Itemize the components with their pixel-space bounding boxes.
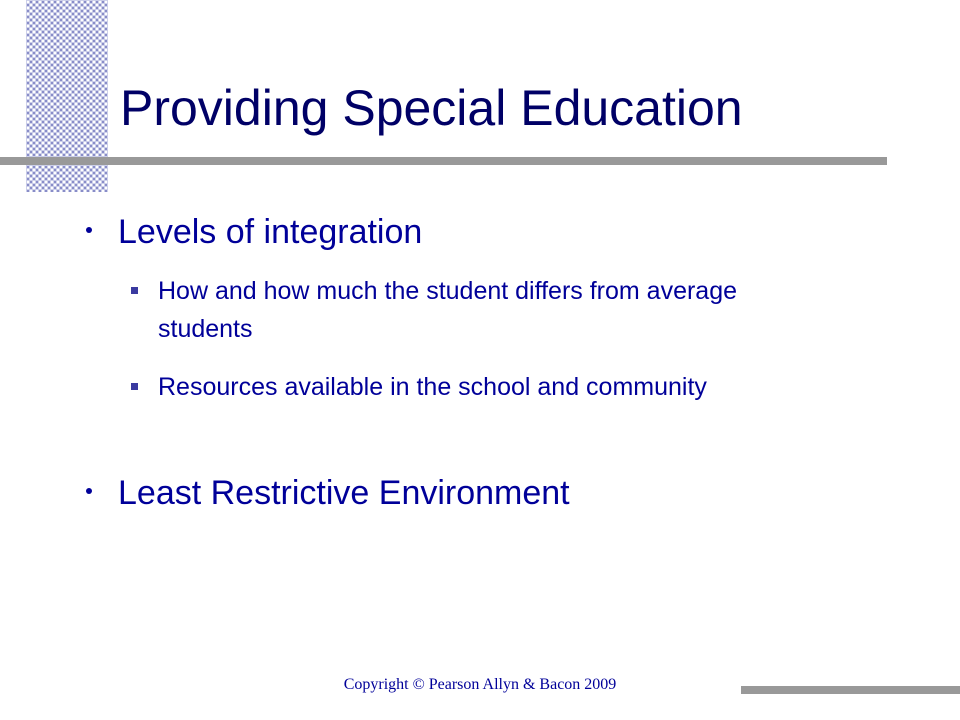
sub-bullet-text: Resources available in the school and community xyxy=(158,373,707,401)
footer-divider xyxy=(741,686,960,694)
slide-title: Providing Special Education xyxy=(120,80,743,136)
square-bullet-icon xyxy=(131,383,138,390)
bullet-dot-icon xyxy=(86,227,92,233)
copyright-footer: Copyright © Pearson Allyn & Bacon 2009 xyxy=(343,676,617,693)
bullet-dot-icon xyxy=(86,488,92,494)
bullet-text: Least Restrictive Environment xyxy=(118,474,570,512)
square-bullet-icon xyxy=(131,287,138,294)
sub-bullet-item xyxy=(158,368,808,406)
sub-bullet-text: How and how much the student differs from average students xyxy=(158,277,738,343)
sub-bullet-item xyxy=(158,272,808,348)
bullet-item xyxy=(118,212,422,252)
bullet-item xyxy=(118,473,570,513)
bullet-text: Levels of integration xyxy=(118,213,423,251)
title-divider xyxy=(0,157,887,165)
